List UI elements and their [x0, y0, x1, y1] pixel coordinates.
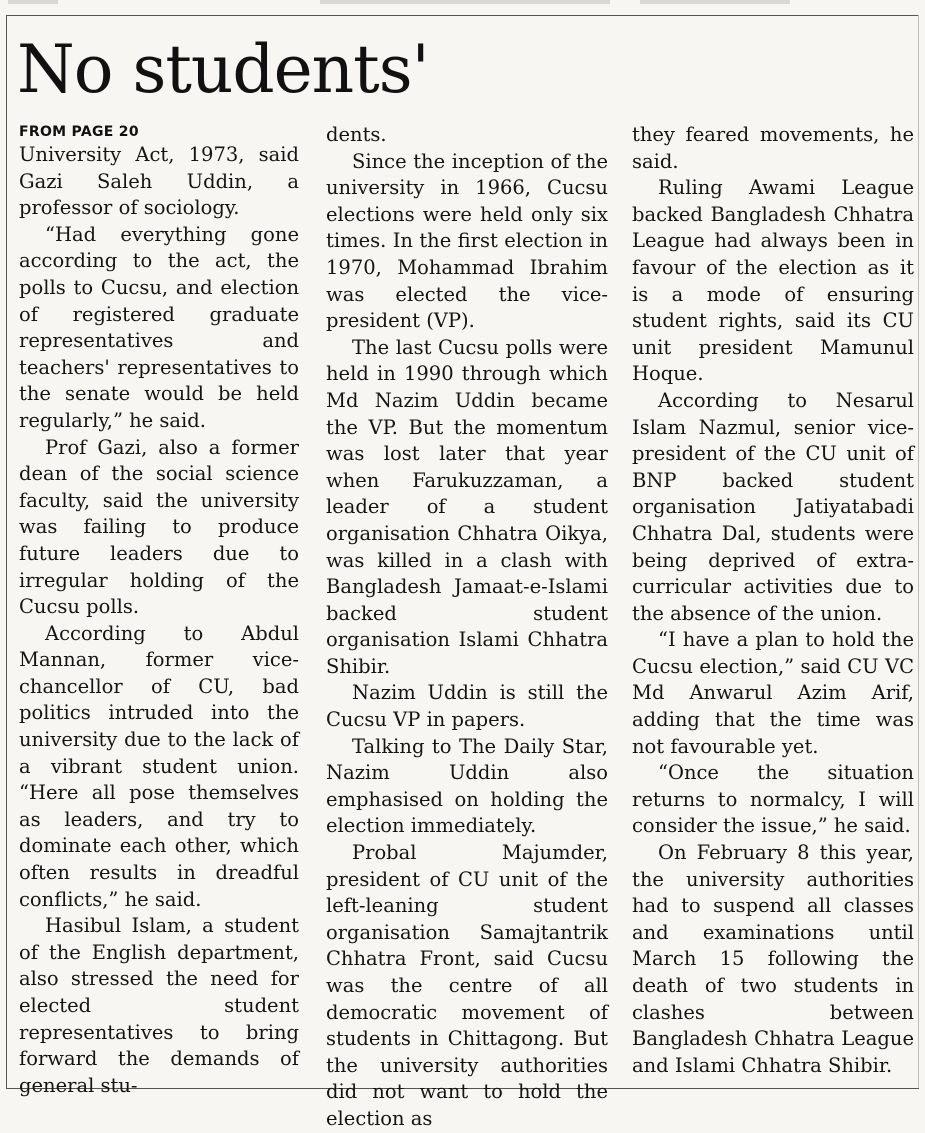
- article-paragraph: Ruling Awami League backed Bangladesh Chhatra League had always been in favour of the election as it is a mode of ensuring student rights, said its CU unit president Mamunul Hoque.: [632, 176, 914, 386]
- article-paragraph: “Once the situation returns to normalcy, I will consider the issue,” he said.: [632, 761, 914, 838]
- cropped-header-fragment: [320, 0, 610, 4]
- article-headline: No students': [17, 31, 429, 108]
- article-paragraph: Prof Gazi, also a former dean of the social science faculty, said the university was failing to produce future leaders due to irregular holding of the Cucsu polls.: [19, 435, 299, 619]
- article-paragraph: “I have a plan to hold the Cucsu election,” said CU VC Md Anwarul Azim Arif, adding that the time was not favourable yet.: [632, 628, 914, 758]
- cropped-header-fragment: [8, 0, 58, 4]
- article-paragraph: Talking to The Daily Star, Nazim Uddin also emphasised on holding the election immediately.: [326, 734, 608, 838]
- article-paragraph: The last Cucsu polls were held in 1990 through which Md Nazim Uddin became the VP. But the momentum was lost later that year when Farukuzzaman, a leader of a student organisation Chhatra Oikya, was killed in a clash with Bangladesh Jamaat-e-Islami backed student organisation Islami Chhatra Shibir.: [326, 335, 608, 678]
- left-border: [6, 15, 7, 1089]
- article-paragraph: Nazim Uddin is still the Cucsu VP in papers.: [326, 681, 608, 732]
- article-paragraph: University Act, 1973, said Gazi Saleh Uddin, a professor of sociology.: [19, 143, 299, 220]
- cropped-header-fragment: [640, 0, 790, 4]
- article-paragraph: “Had everything gone according to the act, the polls to Cucsu, and election of registered graduate representatives and teachers' representatives to the senate would be held regularly,” he said.: [19, 222, 299, 432]
- article-paragraph: According to Abdul Mannan, former vice-chancellor of CU, bad politics intruded into the university due to the lack of a vibrant student union. “Here all pose themselves as leaders, and try to dominate each other, which often results in dreadful conflicts,” he said.: [19, 621, 299, 911]
- article-paragraph: dents.: [326, 123, 387, 146]
- article-paragraph: Hasibul Islam, a student of the English department, also stressed the need for elected student representatives to bring forward the demands of general stu-: [19, 914, 299, 1097]
- article-column-2: [326, 122, 608, 1133]
- article-paragraph: Since the inception of the university in 1966, Cucsu elections were held only six times. In the first election in 1970, Mohammad Ibrahim was elected the vice- president (VP).: [326, 149, 608, 333]
- top-rule: [6, 15, 919, 16]
- right-border: [918, 15, 919, 1089]
- article-paragraph: On February 8 this year, the university authorities had to suspend all classes and examinations until March 15 following the death of two students in clashes between Bangladesh Chhatra League and Islami Chhatra Shibir.: [632, 841, 914, 1077]
- article-paragraph: According to Nesarul Islam Nazmul, senior vice-president of the CU unit of BNP backed student organisation Jatiyatabadi Chhatra Dal, students were being deprived of extra-curricular activities due to the absence of the union.: [632, 388, 914, 625]
- article-paragraph: they feared movements, he said.: [632, 123, 914, 173]
- article-column-1: [19, 122, 299, 1099]
- article-column-3: [632, 122, 914, 1079]
- article-paragraph: Probal Majumder, president of CU unit of the left-leaning student organisation Samajtantrik Chhatra Front, said Cucsu was the centre of all democratic movement of students in Chittagong. But the university authorities did not want to hold the election as: [326, 841, 608, 1130]
- continuation-kicker: FROM PAGE 20: [19, 124, 139, 140]
